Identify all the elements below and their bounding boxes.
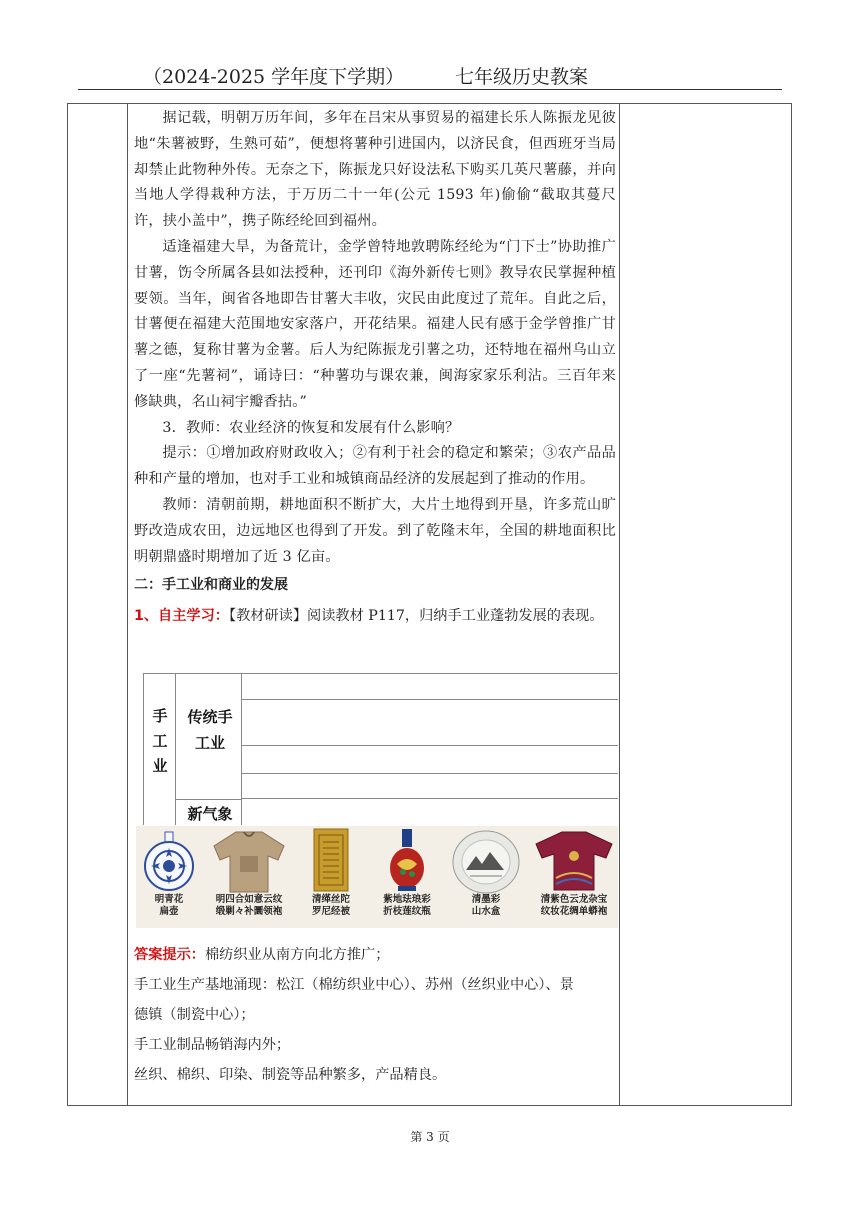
page-number: 第 3 页 [410, 1130, 450, 1144]
paragraph-hint: 提示：①增加政府财政收入；②有利于社会的稳定和繁荣；③农产品品种和产量的增加，也对手工业和城镇商品经济的发展起到了推动的作用。 [134, 445, 616, 488]
artifact-flask [136, 826, 202, 928]
self-study-task [134, 602, 616, 630]
answer-hints [134, 940, 616, 1090]
traditional-label-cell [175, 673, 241, 799]
answer-line-3: 手工业制品畅销海内外； [134, 1037, 291, 1053]
answer-row-1 [241, 673, 618, 699]
lesson-content [134, 106, 616, 630]
paragraph-teacher: 教师：清朝前期，耕地面积不断扩大，大片土地得到开垦，许多荒山旷野改造成农田，边远地区也得到了开发。到了乾隆末年，全国的耕地面积比明朝鼎盛时期增加了近 3 亿亩。 [134, 496, 616, 565]
traditional-label: 传统手工业 [187, 708, 233, 752]
new-label: 新气象 [187, 805, 233, 823]
artifact-caption: 清紫色云龙杂宝 纹妆花绸单蟒袍 [540, 894, 608, 917]
artifact-caption: 清缂丝陀 罗尼经被 [311, 894, 350, 917]
artifact-gallery [136, 826, 618, 928]
task-text: 【教材研读】阅读教材 P117，归纳手工业蓬勃发展的表现。 [229, 608, 604, 625]
answer-line-1 [134, 940, 616, 970]
enamel-vase-icon [370, 826, 444, 894]
paragraph-story: 据记载，明朝万历年间，多年在吕宋从事贸易的福建长乐人陈振龙见彼地“朱薯被野，生熟可茹”，便想将薯种引进国内，以济民食，但西班牙当局却禁止此物种外传。无奈之下，陈振龙只好设法私下购买几英尺薯藤，并向当地人学得栽种方法，于万历二十一年(公元 1593 年)偷偷“截取其蔓尺许，挟小盖中”，携子陈经纶回到福州。 [134, 110, 616, 230]
page-header [0, 62, 860, 90]
handicraft-label-cell [143, 673, 175, 825]
column-divider-left [127, 104, 128, 1105]
answer-row-2 [241, 699, 618, 745]
artifact-caption: 紫地珐琅彩 折枝莲纹瓶 [383, 894, 431, 917]
artifact-caption: 明四合如意云纹 缎剿々补圜领袍 [215, 894, 283, 917]
artifact-landscape-plate [448, 826, 524, 928]
answer-line-4: 丝织、棉织、印染、制瓷等品种繁多，产品精良。 [134, 1067, 447, 1083]
answer-row-4 [241, 773, 618, 799]
artifact-robe [206, 826, 292, 928]
paragraph-question: 3．教师：农业经济的恢复和发展有什么影响？ [162, 419, 460, 436]
landscape-plate-icon [448, 826, 524, 894]
answer-first: 棉纺织业从南方向北方推广； [204, 947, 390, 963]
artifact-enamel-vase [370, 826, 444, 928]
answer-line-2b: 德镇（制瓷中心）； [134, 1007, 255, 1023]
dragon-robe-icon [530, 826, 618, 894]
artifact-caption: 明青花 扁壶 [154, 894, 184, 917]
answer-row-5 [241, 799, 618, 825]
handicraft-table [143, 673, 618, 825]
artifact-sutra-quilt [296, 826, 366, 928]
artifact-dragon-robe [530, 826, 618, 928]
new-label-cell [175, 799, 241, 825]
course-title: 七年级历史教案 [455, 66, 589, 88]
handicraft-label: 手工业 [152, 707, 168, 775]
column-divider-right [619, 104, 620, 1105]
answer-row-3 [241, 745, 618, 773]
task-label: 1、自主学习： [134, 608, 229, 625]
golden-sutra-quilt-icon [296, 826, 366, 894]
embroidered-robe-icon [206, 826, 292, 894]
blue-white-flask-icon [136, 826, 202, 894]
artifact-caption: 清墨彩 山水盒 [471, 894, 501, 917]
answer-line-2a: 手工业生产基地涌现：松江（棉纺织业中心）、苏州（丝织业中心）、景 [134, 977, 574, 993]
answer-label: 答案提示： [134, 947, 205, 963]
paragraph-promotion: 适逢福建大旱，为备荒计，金学曾特地敦聘陈经纶为“门下士”协助推广甘薯，饬令所属各县如法授种，还刊印《海外新传七则》教导农民掌握种植要领。当年，闽省各地即告甘薯大丰收，灾民由此度过了荒年。自此之后，甘薯便在福建大范围地安家落户，开花结果。福建人民有感于金学曾推广甘薯之德，复称甘薯为金薯。后人为纪陈振龙引薯之功，还特地在福州乌山立了一座“先薯祠”，诵诗曰：“种薯功与课农兼，闽海家家乐利沾。三百年来修缺典，名山祠宇瓣香拈。” [134, 238, 616, 410]
section-heading: 二：手工业和商业的发展 [134, 577, 288, 594]
header-rule [78, 89, 782, 90]
term-label: （2024-2025 学年度下学期） [143, 66, 405, 88]
